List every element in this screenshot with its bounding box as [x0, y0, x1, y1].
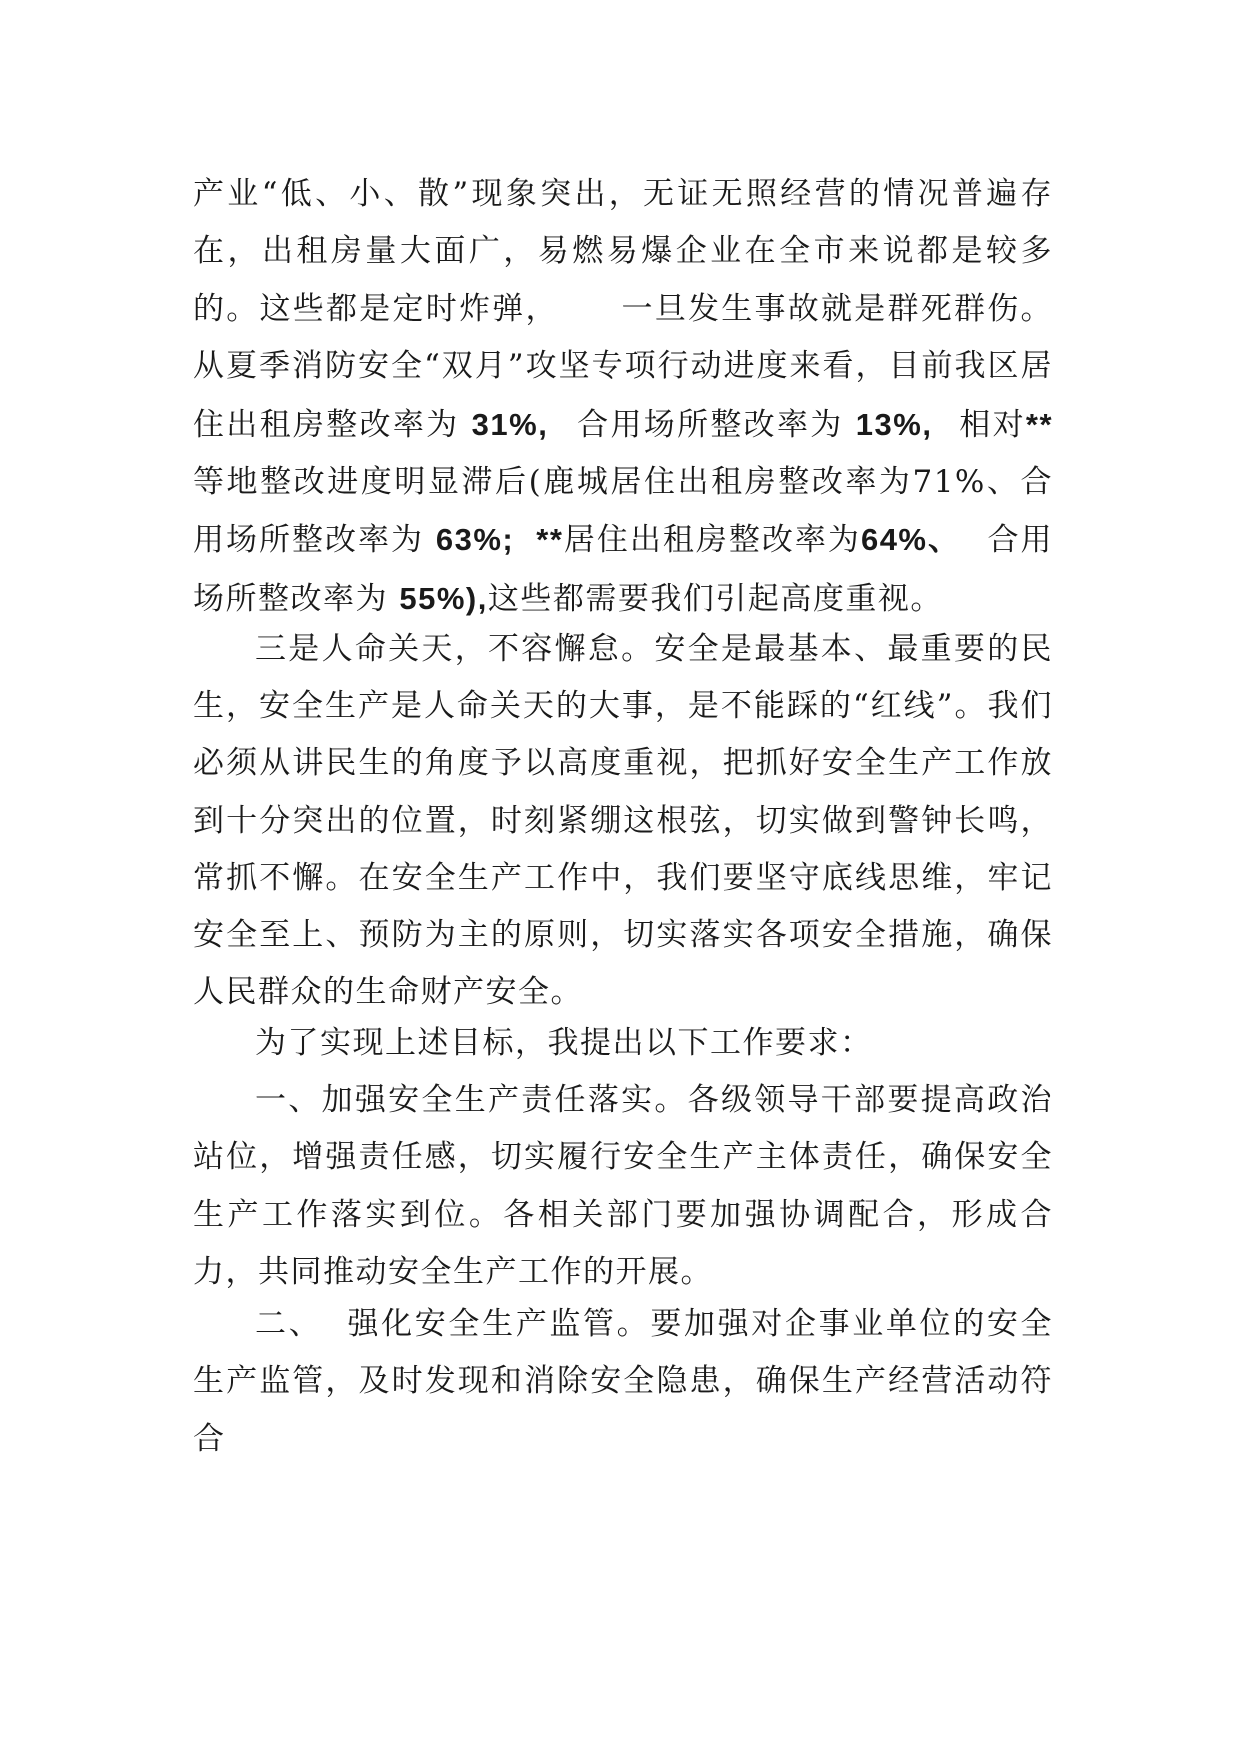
para1-text-8: 这些都需要我们引起高度重视。 — [487, 580, 943, 617]
paragraph-requirement-2 — [193, 1296, 1053, 1468]
para1-text-2: 一旦发生事故就是群死群伤。从夏季消防安全“双月”攻坚专项行动进度来看，目前我区居住出租房整改率为 — [193, 290, 1053, 443]
paragraph-statistics — [193, 166, 1053, 628]
rate-value-3: 63%; — [435, 522, 515, 558]
para1-text-6: 居住出租房整改率为 — [563, 522, 861, 559]
rate-value-5: 55%), — [399, 580, 488, 616]
requirement-2-number: 二、 — [255, 1306, 323, 1342]
rate-value-2: 13%, — [855, 406, 933, 442]
para1-text-1: 产业“低、小、散”现象突出，无证无照经营的情况普遍存在，出租房量大面广，易燃易爆企业在全市来说都是较多的。这些都是定时炸弹， — [193, 176, 1053, 327]
rate-value-4: 64%、 — [860, 522, 962, 558]
redacted-name-2: ** — [536, 522, 564, 558]
para1-text-5: 等地整改进度明显滞后(鹿城居住出租房整改率为71%、合用场所整改率为 — [193, 464, 1053, 559]
para1-text-3: 合用场所整改率为 — [576, 406, 844, 443]
redacted-name-1: ** — [1025, 406, 1054, 442]
para1-text-4: 相对 — [958, 406, 1026, 443]
para1-text-7: 合用场所整改率为 — [193, 522, 1054, 617]
paragraph-safety-priority: 三是人命关天，不容懈怠。安全是最基本、最重要的民生，安全生产是人命关天的大事，是不能踩的“红线”。我们必须从讲民生的角度予以高度重视，把抓好安全生产工作放到十分突出的位置，时刻紧绷这根弦，切实做到警钟长鸣，常抓不懈。在安全生产工作中，我们要坚守底线思维，牢记安全至上、预防为主的原则，切实落实各项安全措施，确保人民群众的生命财产安全。 — [193, 631, 1053, 1011]
paragraph-requirement-1: 一、加强安全生产责任落实。各级领导干部要提高政治站位，增强责任感，切实履行安全生产主体责任，确保安全生产工作落实到位。各相关部门要加强协调配合，形成合力，共同推动安全生产工作的开展。 — [193, 1082, 1053, 1291]
paragraph-requirements-intro: 为了实现上述目标，我提出以下工作要求： — [255, 1025, 873, 1061]
rate-value-1: 31%, — [471, 406, 549, 442]
requirement-2-text: 强化安全生产监管。要加强对企事业单位的安全生产监管，及时发现和消除安全隐患，确保生产经营活动符合 — [193, 1306, 1054, 1457]
